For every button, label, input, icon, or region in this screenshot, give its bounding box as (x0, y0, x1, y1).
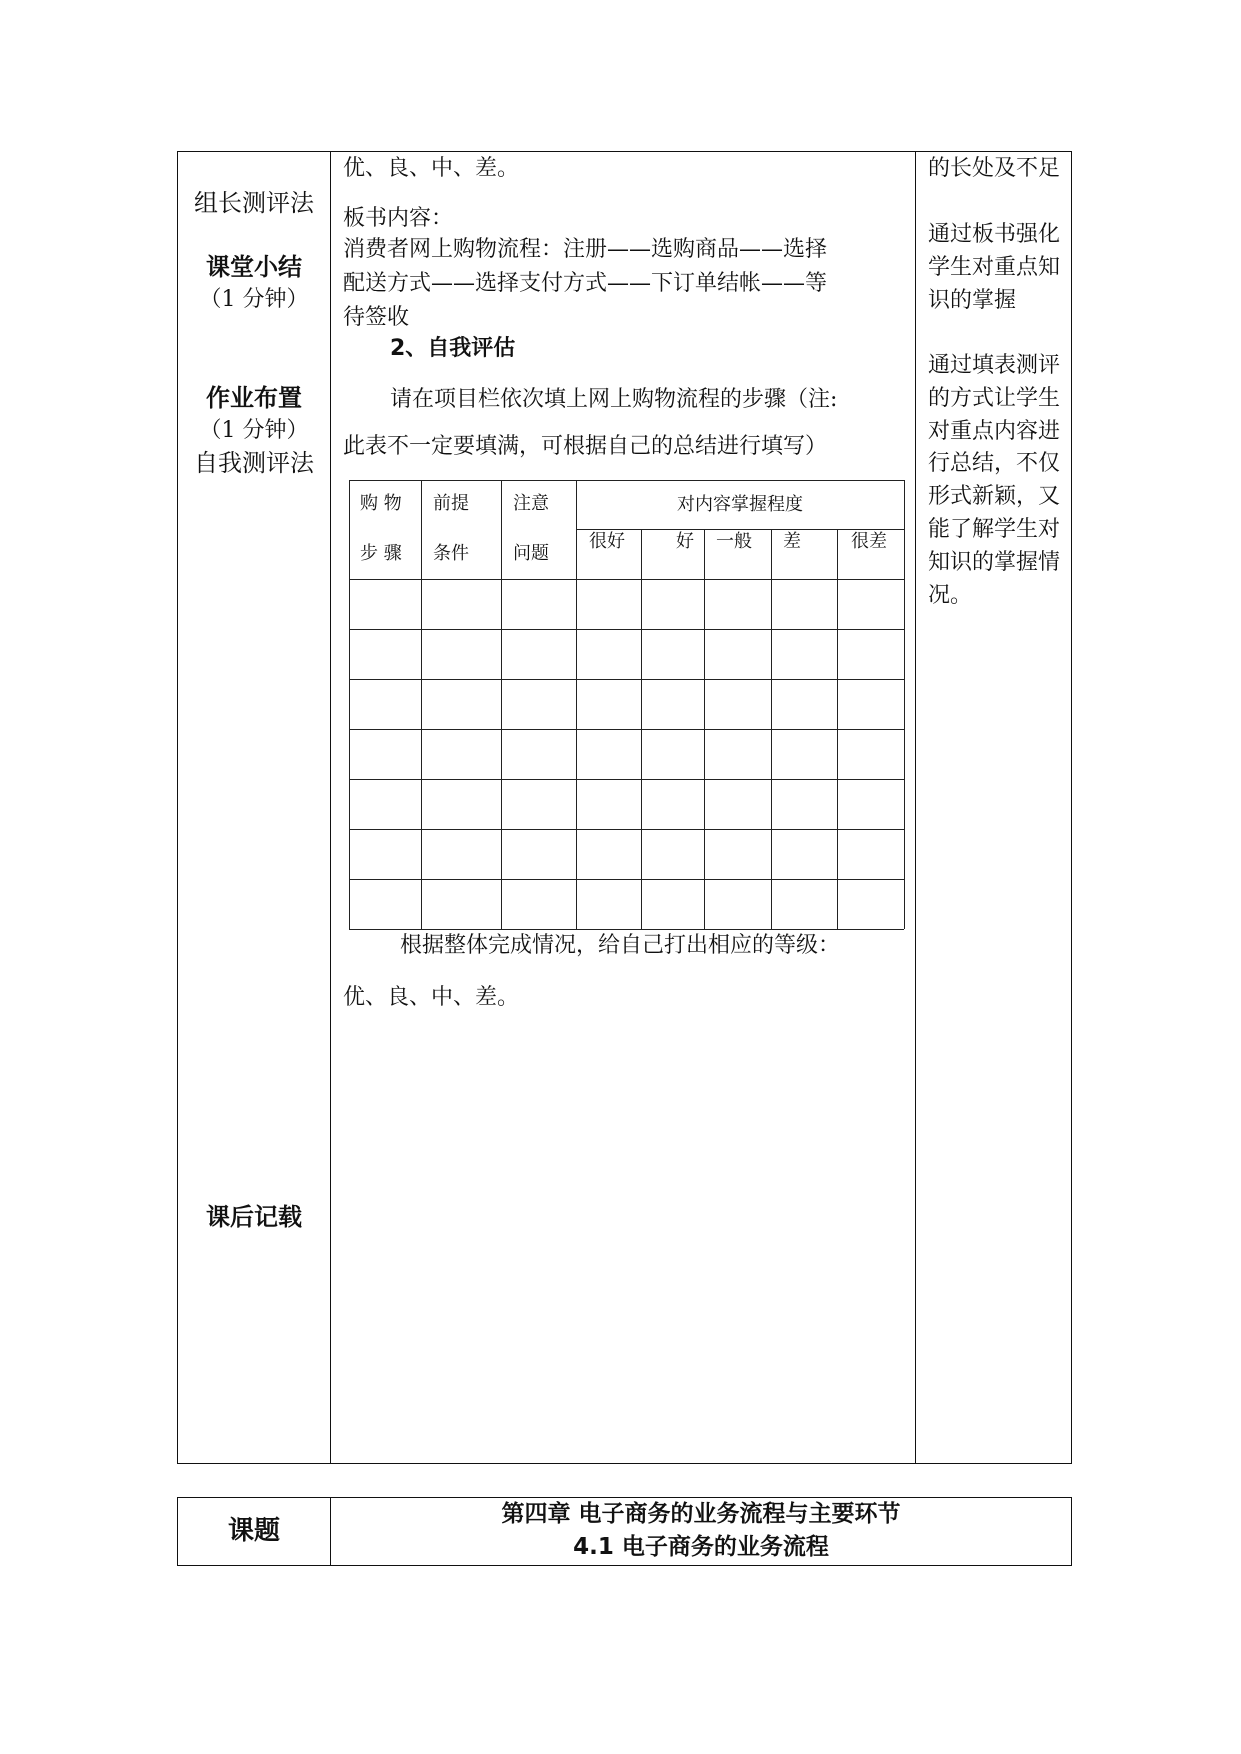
level-very-poor: 很差 (851, 531, 887, 552)
board-line-3: 待签收 (343, 305, 410, 330)
self-assess-heading: 2、自我评估 (390, 336, 516, 361)
topic-table-top (177, 1497, 1072, 1498)
col-step-label-b: 步 骤 (360, 543, 402, 564)
eval-table-top (349, 480, 904, 481)
level-very-good: 很好 (589, 531, 625, 552)
topic-table-right (1071, 1497, 1072, 1565)
board-line-1: 消费者网上购物流程：注册——选购商品——选择 (343, 237, 828, 262)
right-note1-line: 通过板书强化 (928, 222, 1061, 247)
eval-table-row-line (349, 629, 904, 630)
col-note-label-a: 注意 (513, 493, 549, 514)
eval-table-col-line (771, 529, 772, 929)
eval-table-row-line (349, 679, 904, 680)
right-note2-line: 对重点内容进 (928, 419, 1061, 444)
level-good: 好 (676, 531, 694, 552)
level-poor: 差 (783, 531, 801, 552)
grades-top: 优、良、中、差。 (343, 156, 520, 181)
table-divider-2 (915, 151, 916, 1463)
right-note2-line: 能了解学生对 (928, 517, 1061, 542)
eval-table-col-line (704, 529, 705, 929)
topic-label: 课题 (227, 1516, 280, 1546)
topic-table-divider (330, 1497, 331, 1565)
table-right-border (1071, 151, 1072, 1463)
right-note2-line: 形式新颖，又 (928, 484, 1061, 509)
eval-table-row-line (349, 779, 904, 780)
eval-table-right (904, 480, 905, 929)
table-divider-1 (330, 151, 331, 1463)
col-prereq-label-a: 前提 (433, 493, 469, 514)
homework-title: 作业布置 (206, 384, 302, 412)
board-content-title: 板书内容： (343, 206, 454, 231)
eval-table-col-line (576, 480, 577, 929)
topic-table-bottom (177, 1565, 1072, 1566)
right-note2-line: 况。 (928, 583, 973, 608)
eval-table-row-line (349, 729, 904, 730)
class-summary-title: 课堂小结 (206, 253, 302, 281)
eval-table-col-line (641, 529, 642, 929)
leader-eval-method: 组长测评法 (194, 189, 314, 217)
eval-table-col-line (421, 480, 422, 929)
table-top-border (177, 151, 1072, 152)
table-left-border (177, 151, 178, 1463)
topic-table-left (177, 1497, 178, 1565)
right-line-top: 的长处及不足 (928, 156, 1061, 181)
table-bottom-border (177, 1463, 1072, 1464)
instruction-line-2: 此表不一定要填满，可根据自己的总结进行填写） (343, 434, 828, 459)
eval-table-col-line (501, 480, 502, 929)
self-eval-method: 自我测评法 (194, 449, 314, 477)
eval-table-bottom (349, 929, 904, 930)
col-prereq-label-b: 条件 (433, 543, 469, 564)
right-note2-line: 的方式让学生 (928, 386, 1061, 411)
section-title: 4.1 电子商务的业务流程 (573, 1534, 829, 1560)
class-summary-time: （1 分钟） (199, 287, 309, 312)
homework-time: （1 分钟） (199, 418, 309, 443)
col-note-label-b: 问题 (513, 543, 549, 564)
right-note2-line: 行总结，不仅 (928, 451, 1061, 476)
after-class-title: 课后记载 (206, 1203, 302, 1231)
conclusion-line: 根据整体完成情况，给自己打出相应的等级： (400, 933, 841, 958)
col-step-label-a: 购 物 (360, 493, 402, 514)
right-note1-line: 学生对重点知 (928, 255, 1061, 280)
level-average: 一般 (716, 531, 752, 552)
eval-table-row-line (349, 879, 904, 880)
right-note1-line: 识的掌握 (928, 288, 1017, 313)
eval-table-header-bottom (349, 579, 904, 580)
grades-bottom: 优、良、中、差。 (343, 985, 520, 1010)
eval-table-col-line (837, 529, 838, 929)
mastery-group-header: 对内容掌握程度 (677, 494, 803, 515)
eval-table-left (349, 480, 350, 929)
right-note2-line: 通过填表测评 (928, 353, 1061, 378)
eval-table-row-line (349, 829, 904, 830)
chapter-title: 第四章 电子商务的业务流程与主要环节 (501, 1501, 901, 1527)
board-line-2: 配送方式——选择支付方式——下订单结帐——等 (343, 271, 828, 296)
instruction-line-1: 请在项目栏依次填上网上购物流程的步骤（注: (390, 387, 838, 412)
right-note2-line: 知识的掌握情 (928, 550, 1061, 575)
